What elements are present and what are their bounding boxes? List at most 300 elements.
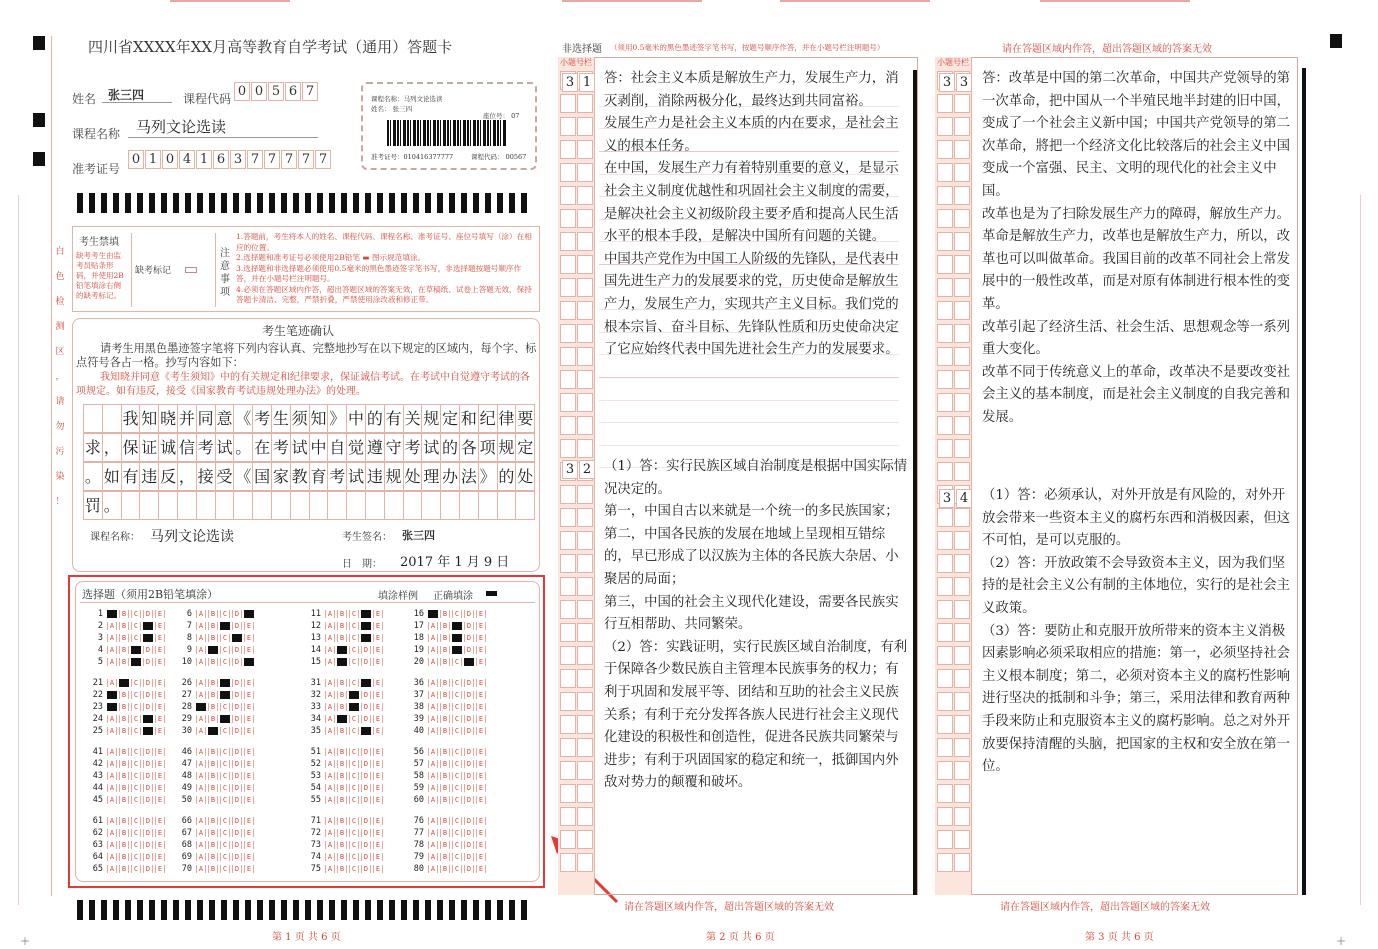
mc-option[interactable]: D	[464, 646, 474, 654]
mc-option[interactable]: A	[428, 784, 438, 792]
mc-option[interactable]: E	[244, 622, 254, 630]
mc-option[interactable]: B	[119, 841, 129, 849]
handwriting-cell[interactable]	[140, 492, 159, 519]
mc-option[interactable]: D	[232, 715, 242, 723]
number-cell[interactable]	[954, 669, 970, 688]
number-cell[interactable]	[560, 393, 576, 412]
mc-option[interactable]: A	[196, 784, 206, 792]
handwriting-cell[interactable]: 守	[385, 434, 404, 461]
mc-option[interactable]: A	[428, 691, 438, 699]
mc-option[interactable]: C	[452, 796, 462, 804]
mc-option[interactable]: E	[244, 772, 254, 780]
mc-option[interactable]: C	[349, 760, 359, 768]
mc-option[interactable]: E	[373, 646, 383, 654]
mc-option[interactable]: D	[143, 796, 153, 804]
number-cell[interactable]	[937, 646, 953, 665]
mc-option[interactable]: A	[107, 634, 117, 642]
digit-cell[interactable]: 0	[234, 82, 250, 101]
number-cell[interactable]	[937, 784, 953, 803]
handwriting-cell[interactable]: 生	[272, 405, 291, 432]
number-cell[interactable]	[937, 439, 953, 458]
mc-option[interactable]: B	[337, 853, 347, 861]
mc-option[interactable]: C	[131, 622, 141, 630]
number-cell[interactable]	[577, 554, 593, 573]
mc-option[interactable]: A	[325, 760, 335, 768]
mc-option[interactable]: E	[476, 703, 486, 711]
mc-option[interactable]: B	[208, 610, 218, 618]
number-cell[interactable]	[577, 508, 593, 527]
mc-option[interactable]: C	[452, 841, 462, 849]
mc-option[interactable]: C	[349, 727, 359, 735]
handwriting-cell[interactable]: 受	[216, 463, 235, 490]
mc-option[interactable]: A	[107, 646, 117, 654]
mc-option[interactable]: E	[476, 727, 486, 735]
mc-option[interactable]: C	[349, 703, 359, 711]
mc-option[interactable]: B	[119, 610, 129, 618]
mc-option[interactable]: C	[452, 691, 462, 699]
handwriting-cell[interactable]: 有	[385, 405, 404, 432]
number-cell[interactable]	[577, 853, 593, 872]
mc-option[interactable]: B	[337, 748, 347, 756]
mc-option[interactable]: E	[155, 691, 165, 699]
mc-option[interactable]: E	[244, 760, 254, 768]
number-cell[interactable]	[577, 209, 593, 228]
handwriting-cell[interactable]: 》	[328, 405, 347, 432]
mc-option[interactable]: B	[208, 748, 218, 756]
mc-option[interactable]: A	[107, 691, 117, 699]
number-cell[interactable]	[577, 738, 593, 757]
mc-option[interactable]: B	[119, 796, 129, 804]
mc-option[interactable]: E	[373, 865, 383, 873]
mc-option[interactable]: A	[325, 610, 335, 618]
number-cell[interactable]	[560, 508, 576, 527]
number-cell[interactable]	[954, 163, 970, 182]
mc-option[interactable]: B	[337, 817, 347, 825]
mc-option[interactable]: B	[208, 622, 218, 630]
mc-option[interactable]: E	[373, 784, 383, 792]
handwriting-cell[interactable]: 我	[122, 405, 141, 432]
mc-option[interactable]: C	[131, 841, 141, 849]
mc-option[interactable]: D	[143, 865, 153, 873]
mc-option[interactable]: E	[476, 841, 486, 849]
mc-option[interactable]: E	[373, 634, 383, 642]
mc-option[interactable]: D	[232, 748, 242, 756]
mc-option[interactable]: C	[131, 772, 141, 780]
mc-option[interactable]: C	[220, 817, 230, 825]
mc-option[interactable]: B	[440, 817, 450, 825]
mc-option[interactable]: E	[244, 691, 254, 699]
mc-option[interactable]: D	[464, 622, 474, 630]
mc-option[interactable]: E	[244, 853, 254, 861]
number-cell[interactable]	[937, 761, 953, 780]
mc-option[interactable]: B	[208, 658, 218, 666]
number-cell[interactable]	[954, 462, 970, 481]
mc-option[interactable]: D	[143, 658, 153, 666]
number-cell[interactable]	[937, 209, 953, 228]
number-cell[interactable]	[937, 531, 953, 550]
handwriting-cell[interactable]: 知	[140, 405, 159, 432]
number-cell[interactable]	[937, 830, 953, 849]
mc-option[interactable]: D	[143, 646, 153, 654]
number-cell[interactable]	[954, 370, 970, 389]
mc-option[interactable]: A	[196, 841, 206, 849]
mc-option[interactable]: D	[232, 679, 242, 687]
mc-option[interactable]: E	[244, 817, 254, 825]
handwriting-cell[interactable]: 理	[422, 463, 441, 490]
number-cell[interactable]	[560, 600, 576, 619]
handwriting-cell[interactable]	[460, 492, 479, 519]
mc-option[interactable]: C	[220, 853, 230, 861]
mc-option[interactable]: B	[208, 784, 218, 792]
number-cell[interactable]	[577, 784, 593, 803]
mc-option[interactable]: E	[373, 853, 383, 861]
number-cell[interactable]	[577, 531, 593, 550]
number-cell[interactable]	[577, 577, 593, 596]
number-cell[interactable]	[560, 554, 576, 573]
mc-option[interactable]: C	[452, 748, 462, 756]
digit-cell[interactable]: 1	[196, 150, 212, 169]
mc-option[interactable]: A	[325, 748, 335, 756]
number-cell[interactable]	[560, 531, 576, 550]
handwriting-cell[interactable]: 考	[253, 405, 272, 432]
number-cell[interactable]	[560, 439, 576, 458]
mc-option[interactable]: C	[220, 841, 230, 849]
mc-option[interactable]: C	[349, 841, 359, 849]
handwriting-cell[interactable]: 要	[517, 409, 534, 428]
mc-option[interactable]: D	[143, 622, 153, 630]
mc-option[interactable]: D	[143, 727, 153, 735]
number-cell[interactable]	[954, 278, 970, 297]
mc-option[interactable]: E	[155, 853, 165, 861]
number-cell[interactable]	[560, 715, 576, 734]
digit-cell[interactable]: 0	[128, 150, 144, 169]
mc-option[interactable]: A	[428, 679, 438, 687]
number-cell[interactable]	[954, 853, 970, 872]
mc-option[interactable]: B	[337, 772, 347, 780]
handwriting-cell[interactable]: 家	[272, 463, 291, 490]
mc-option[interactable]: B	[337, 691, 347, 699]
number-cell[interactable]	[937, 807, 953, 826]
mc-option[interactable]: C	[220, 796, 230, 804]
handwriting-cell[interactable]: 中	[310, 434, 329, 461]
number-cell[interactable]	[577, 186, 593, 205]
exam-no-field[interactable]	[128, 150, 332, 169]
mc-option[interactable]: A	[428, 796, 438, 804]
handwriting-cell[interactable]	[84, 405, 103, 432]
number-cell[interactable]	[954, 347, 970, 366]
mc-option[interactable]: E	[155, 817, 165, 825]
number-cell[interactable]	[560, 761, 576, 780]
number-cell[interactable]	[560, 324, 576, 343]
mc-option[interactable]: A	[325, 841, 335, 849]
number-cell[interactable]	[954, 416, 970, 435]
mc-option[interactable]: D	[464, 634, 474, 642]
mc-option[interactable]: C	[349, 748, 359, 756]
mc-option[interactable]: E	[155, 796, 165, 804]
mc-option[interactable]: A	[325, 865, 335, 873]
mc-option[interactable]: C	[131, 679, 141, 687]
mc-option[interactable]: B	[440, 622, 450, 630]
number-cell[interactable]	[937, 255, 953, 274]
number-cell[interactable]	[937, 186, 953, 205]
number-cell[interactable]	[560, 140, 576, 159]
mc-option[interactable]: D	[143, 715, 153, 723]
mc-option[interactable]: D	[143, 634, 153, 642]
number-cell[interactable]	[560, 186, 576, 205]
mc-option[interactable]: D	[361, 658, 371, 666]
mc-option[interactable]: D	[361, 829, 371, 837]
mc-option[interactable]: D	[143, 841, 153, 849]
mc-option[interactable]: B	[337, 610, 347, 618]
handwriting-cell[interactable]: 信	[178, 434, 197, 461]
digit-cell[interactable]: 6	[285, 82, 301, 101]
mc-option[interactable]: A	[428, 727, 438, 735]
number-cell[interactable]	[954, 646, 970, 665]
mc-option[interactable]: E	[373, 829, 383, 837]
mc-option[interactable]: C	[452, 784, 462, 792]
mc-option[interactable]: B	[208, 865, 218, 873]
number-cell[interactable]	[560, 485, 576, 504]
handwriting-cell[interactable]: 意	[216, 405, 235, 432]
handwriting-cell[interactable]: 同	[197, 405, 216, 432]
mc-option[interactable]: A	[325, 772, 335, 780]
mc-option[interactable]: C	[131, 634, 141, 642]
handwriting-cell[interactable]: 反	[159, 463, 178, 490]
mc-option[interactable]: E	[373, 841, 383, 849]
mc-option[interactable]: C	[452, 610, 462, 618]
mc-option[interactable]: C	[452, 817, 462, 825]
mc-option[interactable]: B	[337, 865, 347, 873]
mc-option[interactable]: E	[155, 784, 165, 792]
mc-option[interactable]: A	[196, 691, 206, 699]
mc-option[interactable]: E	[244, 865, 254, 873]
answer-31[interactable]: 答：社会主义本质是解放生产力，发展生产力，消灭剥削，消除两极分化，最终达到共同富裕。 发展生产力是社会主义本质的内在要求，是社会主义的根本任务。 在中国，发展生产力有着特别重要的意义，是显示社会主义制度优越性和巩固社会主义制度的需要，是解决社会主义初级阶段主要矛盾和提高人民生活水平的根本手段，是解决中国所有问题的关键。 中国共产党作为中国工人阶级的先锋队，是代表中国先进生产力的发展要求的党，历史使命是解放生产力，发展生产力，实现共产主义目标。我们党的根本宗旨、奋斗目标、先锋队性质和历史使命决定了它应始终代表中国先进社会生产力的发展要求。	[604, 71, 899, 358]
mc-option[interactable]: D	[464, 703, 474, 711]
mc-option[interactable]: D	[361, 703, 371, 711]
mc-option[interactable]: B	[119, 760, 129, 768]
mc-option[interactable]: E	[244, 634, 254, 642]
mc-option[interactable]: D	[232, 772, 242, 780]
mc-option[interactable]: E	[155, 646, 165, 654]
handwriting-cell[interactable]	[159, 492, 178, 519]
mc-option[interactable]: A	[107, 796, 117, 804]
number-cell[interactable]	[937, 669, 953, 688]
mc-option[interactable]: D	[464, 853, 474, 861]
answer-33[interactable]: 答：改革是中国的第二次革命，中国共产党领导的第一次革命，把中国从一个半殖民地半封建的旧中国，变成了一个社会主义新中国；中国共产党领导的第二次革命，將把一个经济文化比较落后的社会主义中国变成一个富强、民主、文明的现代化的社会主义中国。 改革也是为了扫除发展生产力的障碍，解放生产力。革命是解放生产力，改革也是解放生产力，所以，改革也可以叫做革命。我国目前的改革不同社会上常发展中的一般性改革，而是对原有体制进行根本性的变革。 改革引起了经济生活、社会生活、思想观念等一系列重大变化。 改革不同于传统意义上的革命，改革决不是要改变社会主义的基本制度，而是社会主义制度的自我完善和发展。	[982, 71, 1290, 425]
handwriting-cell[interactable]: 的	[441, 434, 460, 461]
handwriting-cell[interactable]: 处	[517, 467, 534, 486]
mc-option[interactable]: A	[196, 715, 206, 723]
mc-option[interactable]: D	[361, 646, 371, 654]
mc-option[interactable]: E	[373, 817, 383, 825]
number-cell[interactable]	[560, 692, 576, 711]
mc-option[interactable]: C	[220, 691, 230, 699]
digit-cell[interactable]: 5	[268, 82, 284, 101]
mc-option[interactable]: D	[232, 622, 242, 630]
mc-option[interactable]: D	[232, 610, 242, 618]
mc-option[interactable]: D	[361, 727, 371, 735]
number-cell[interactable]	[577, 347, 593, 366]
handwriting-cell[interactable]	[122, 492, 141, 519]
mc-option[interactable]: A	[107, 853, 117, 861]
mc-option[interactable]: E	[476, 817, 486, 825]
mc-option[interactable]: A	[428, 634, 438, 642]
handwriting-cell[interactable]: 各	[460, 434, 479, 461]
mc-option[interactable]: C	[452, 622, 462, 630]
number-cell[interactable]	[937, 117, 953, 136]
q-number-digit[interactable]: 3	[956, 73, 972, 92]
mc-option[interactable]: B	[440, 760, 450, 768]
mc-option[interactable]: B	[440, 796, 450, 804]
handwriting-cell[interactable]	[328, 492, 347, 519]
mc-option[interactable]: C	[452, 829, 462, 837]
mc-option[interactable]: D	[143, 748, 153, 756]
date-value[interactable]: 2017 年 1 月 9 日	[400, 555, 510, 570]
mc-option[interactable]: D	[464, 784, 474, 792]
mc-option[interactable]: E	[244, 703, 254, 711]
handwriting-cell[interactable]: 知	[310, 405, 329, 432]
handwriting-cell[interactable]: 纪	[479, 405, 498, 432]
mc-option[interactable]: D	[361, 610, 371, 618]
mc-option[interactable]: D	[361, 772, 371, 780]
mc-option[interactable]: E	[476, 622, 486, 630]
number-cell[interactable]	[577, 646, 593, 665]
mc-option[interactable]: A	[196, 634, 206, 642]
mc-option[interactable]: C	[220, 679, 230, 687]
mc-option[interactable]: A	[428, 829, 438, 837]
handwriting-cell[interactable]	[385, 492, 404, 519]
mc-option[interactable]: D	[361, 760, 371, 768]
number-cell[interactable]	[954, 830, 970, 849]
mc-option[interactable]: C	[220, 829, 230, 837]
mc-option[interactable]: B	[337, 760, 347, 768]
mc-option[interactable]: B	[208, 679, 218, 687]
mc-option[interactable]: D	[232, 634, 242, 642]
mc-option[interactable]: B	[119, 853, 129, 861]
mc-option[interactable]: B	[208, 703, 218, 711]
mc-option[interactable]: D	[361, 715, 371, 723]
handwriting-cell[interactable]: 教	[291, 463, 310, 490]
handwriting-cell[interactable]: ，	[103, 434, 122, 461]
mc-option[interactable]: B	[208, 817, 218, 825]
mc-option[interactable]: A	[325, 691, 335, 699]
mc-option[interactable]: B	[208, 760, 218, 768]
number-cell[interactable]	[560, 94, 576, 113]
handwriting-cell[interactable]	[498, 492, 517, 519]
number-cell[interactable]	[937, 738, 953, 757]
mc-option[interactable]: B	[440, 772, 450, 780]
mc-option[interactable]: E	[476, 865, 486, 873]
mc-option[interactable]: E	[155, 727, 165, 735]
mc-option[interactable]: D	[361, 853, 371, 861]
mc-option[interactable]: C	[131, 727, 141, 735]
mc-option[interactable]: A	[107, 727, 117, 735]
mc-option[interactable]: B	[119, 865, 129, 873]
mc-option[interactable]: D	[143, 610, 153, 618]
mc-option[interactable]: C	[220, 703, 230, 711]
handwriting-cell[interactable]: 诚	[159, 434, 178, 461]
handwriting-cell[interactable]: 违	[366, 463, 385, 490]
handwriting-cell[interactable]	[366, 492, 385, 519]
handwriting-cell[interactable]	[422, 492, 441, 519]
mc-option[interactable]: D	[232, 646, 242, 654]
mc-option[interactable]: B	[208, 646, 218, 654]
mc-option[interactable]: A	[196, 658, 206, 666]
mc-option[interactable]: C	[349, 622, 359, 630]
number-cell[interactable]	[577, 255, 593, 274]
mc-option[interactable]: C	[220, 772, 230, 780]
number-cell[interactable]	[577, 393, 593, 412]
digit-cell[interactable]: 4	[179, 150, 195, 169]
mc-option[interactable]: B	[119, 658, 129, 666]
handwriting-cell[interactable]: 《	[234, 405, 253, 432]
mc-option[interactable]: E	[155, 634, 165, 642]
mc-option[interactable]: A	[428, 748, 438, 756]
mc-option[interactable]: A	[196, 772, 206, 780]
mc-option[interactable]: E	[244, 748, 254, 756]
handwriting-cell[interactable]	[347, 492, 366, 519]
mc-option[interactable]: A	[428, 817, 438, 825]
number-cell[interactable]	[937, 715, 953, 734]
q-number-digit[interactable]: 3	[562, 73, 578, 92]
mc-option[interactable]: B	[208, 691, 218, 699]
handwriting-cell[interactable]: 求	[84, 434, 103, 461]
mc-option[interactable]: A	[196, 622, 206, 630]
mc-option[interactable]: E	[476, 796, 486, 804]
mc-option[interactable]: A	[107, 829, 117, 837]
absent-checkbox[interactable]	[185, 267, 197, 273]
mc-option[interactable]: C	[452, 646, 462, 654]
handwriting-cell[interactable]: 规	[422, 405, 441, 432]
mc-option[interactable]: B	[440, 646, 450, 654]
number-cell[interactable]	[560, 370, 576, 389]
number-cell[interactable]	[560, 577, 576, 596]
handwriting-cell[interactable]: 。	[103, 492, 122, 519]
number-cell[interactable]	[560, 807, 576, 826]
mc-option[interactable]: A	[325, 796, 335, 804]
mc-option[interactable]: B	[119, 622, 129, 630]
mc-option[interactable]: A	[196, 829, 206, 837]
number-cell[interactable]	[954, 715, 970, 734]
number-cell[interactable]	[954, 738, 970, 757]
number-cell[interactable]	[954, 761, 970, 780]
mc-option[interactable]: A	[196, 610, 206, 618]
mc-option[interactable]: B	[337, 784, 347, 792]
mc-option[interactable]: D	[361, 622, 371, 630]
mc-option[interactable]: D	[143, 772, 153, 780]
mc-option[interactable]: A	[325, 817, 335, 825]
mc-option[interactable]: C	[349, 829, 359, 837]
mc-option[interactable]: A	[428, 715, 438, 723]
number-cell[interactable]	[560, 646, 576, 665]
mc-option[interactable]: C	[131, 796, 141, 804]
mc-option[interactable]: A	[107, 679, 117, 687]
mc-option[interactable]: A	[196, 646, 206, 654]
mc-option[interactable]: C	[349, 658, 359, 666]
handwriting-cell[interactable]: 的	[498, 463, 517, 490]
handwriting-cell[interactable]: 须	[291, 405, 310, 432]
mc-option[interactable]: C	[131, 853, 141, 861]
handwriting-cell[interactable]: 处	[404, 463, 423, 490]
mc-option[interactable]: A	[196, 796, 206, 804]
handwriting-cell[interactable]: 证	[140, 434, 159, 461]
number-cell[interactable]	[954, 209, 970, 228]
handwriting-cell[interactable]: 接	[197, 463, 216, 490]
mc-option[interactable]: C	[220, 715, 230, 723]
mc-option[interactable]: D	[361, 679, 371, 687]
mc-option[interactable]: D	[464, 658, 474, 666]
mc-option[interactable]: D	[464, 796, 474, 804]
